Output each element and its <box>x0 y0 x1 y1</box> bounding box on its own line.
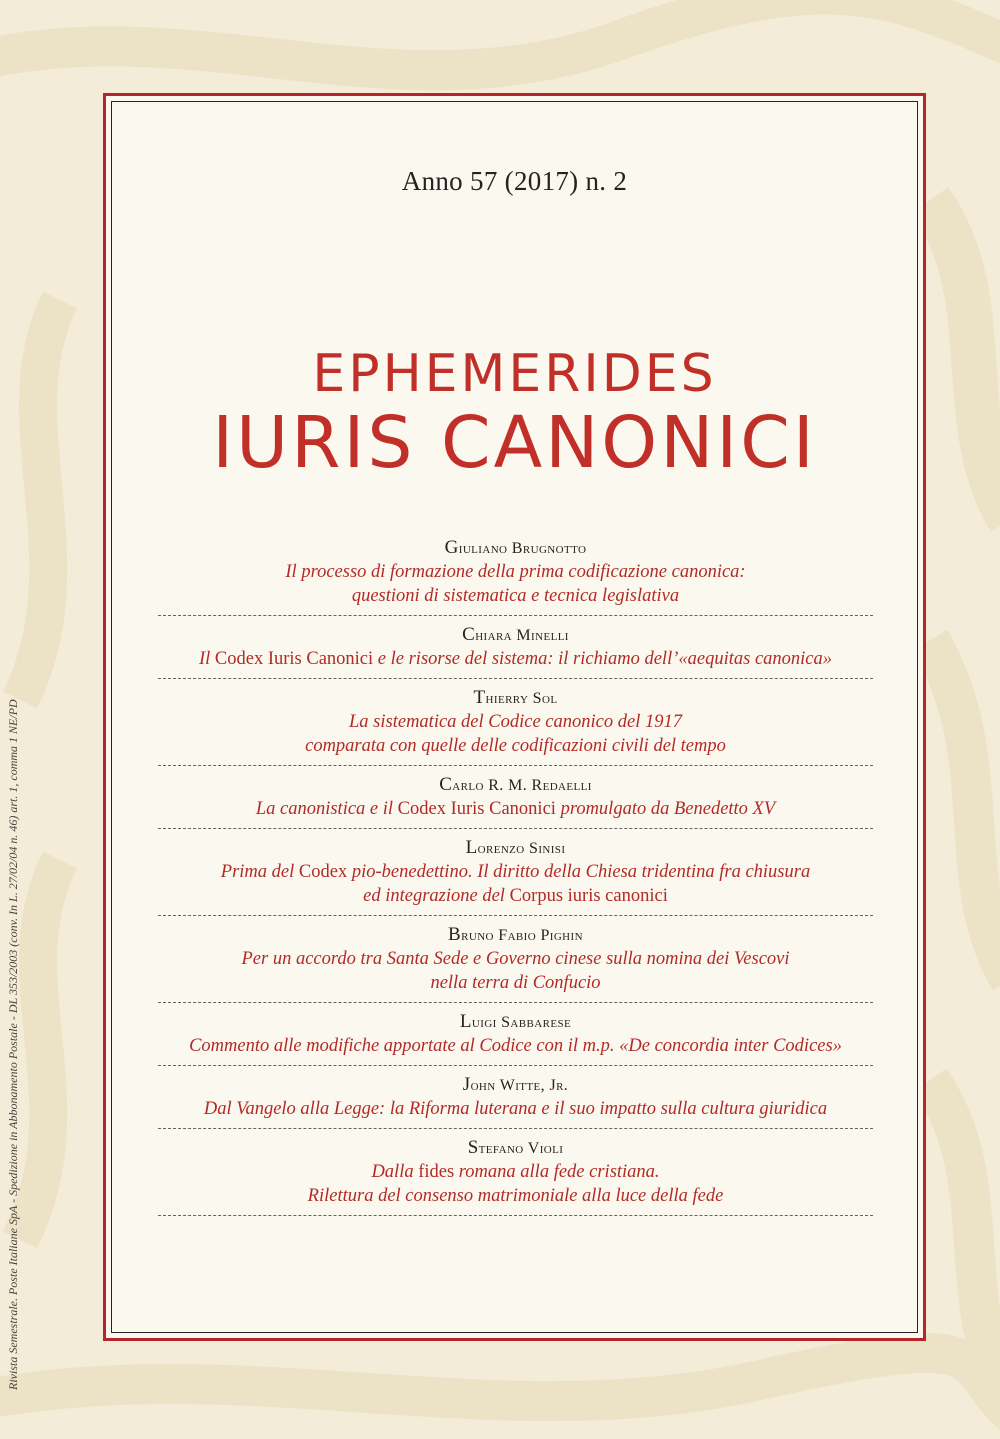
toc-author: Luigi Sabbarese <box>459 1011 572 1032</box>
toc-article-title-line <box>158 884 873 908</box>
article-title-fragment: fides <box>418 1162 455 1182</box>
toc-author: Chiara Minelli <box>462 624 569 645</box>
article-title-fragment: La sistematica del Codice canonico del 1917 <box>349 712 682 732</box>
article-title-fragment: Il processo di formazione della prima codificazione canonica: <box>285 562 746 582</box>
article-title-fragment: comparata con quelle delle codificazioni civili del tempo <box>305 736 726 756</box>
toc-entry <box>158 771 873 829</box>
issue-number: Anno 57 (2017) n. 2 <box>401 166 628 196</box>
toc-entry <box>158 1134 873 1216</box>
toc-entry <box>158 621 873 679</box>
article-title-fragment: ed integrazione del <box>363 886 510 906</box>
cover-panel <box>103 93 926 1341</box>
article-title-fragment: Codex Iuris Canonici <box>397 799 556 819</box>
article-title-fragment: La canonistica e il <box>255 799 398 819</box>
article-title-fragment: Il <box>198 649 215 669</box>
toc-entry <box>158 834 873 916</box>
article-title-fragment: Dalla <box>371 1162 419 1182</box>
toc-author: John Witte, Jr. <box>462 1074 569 1095</box>
article-title-fragment: Rilettura del consenso matrimoniale alla luce della fede <box>307 1186 724 1206</box>
article-title-fragment: promulgato da Benedetto XV <box>555 799 776 819</box>
toc-author: Giuliano Brugnotto <box>444 537 587 558</box>
toc-article-title-line <box>158 1184 873 1208</box>
toc-article-title-line <box>158 647 873 671</box>
toc-article-title-line <box>158 860 873 884</box>
toc-entry <box>158 1071 873 1129</box>
journal-title-line2: IURIS CANONICI <box>212 401 817 484</box>
postal-notice: Rivista Semestrale. Poste Italiane SpA - Spedizione in Abbonamento Postale - DL 353/2003 (conv. In L. 27/02/04 n. 46) art. 1, comma 1 NE/PD <box>6 699 20 1390</box>
toc-article-title-line <box>158 797 873 821</box>
article-title-fragment: Commento alle modifiche apportate al Codice con il m.p. «De concordia inter Codices» <box>189 1036 842 1056</box>
toc-article-title-line <box>158 710 873 734</box>
toc-entry <box>158 1008 873 1066</box>
article-title-fragment: nella terra di Confucio <box>430 973 601 993</box>
toc-author: Carlo R. M. Redaelli <box>439 774 592 795</box>
article-title-fragment: Prima del <box>220 862 299 882</box>
toc-article-title-line <box>158 560 873 584</box>
toc-article-title-line <box>158 947 873 971</box>
toc-article-title-line <box>158 1097 873 1121</box>
toc-article-title-line <box>158 1160 873 1184</box>
article-title-fragment: Codex <box>298 862 348 882</box>
table-of-contents <box>158 534 873 1221</box>
toc-article-title-line <box>158 734 873 758</box>
toc-entry <box>158 684 873 766</box>
article-title-fragment: Corpus iuris canonici <box>509 886 668 906</box>
article-title-fragment: e le risorse del sistema: il richiamo dell’«aequitas canonica» <box>373 649 833 669</box>
toc-entry <box>158 534 873 616</box>
toc-author: Lorenzo Sinisi <box>465 837 566 858</box>
toc-author: Thierry Sol <box>473 687 558 708</box>
toc-article-title-line <box>158 584 873 608</box>
toc-author: Stefano Violi <box>467 1137 564 1158</box>
article-title-fragment: questioni di sistematica e tecnica legislativa <box>351 586 680 606</box>
toc-entry <box>158 921 873 1003</box>
article-title-fragment: pio-benedettino. Il diritto della Chiesa tridentina fra chiusura <box>347 862 811 882</box>
article-title-fragment: Codex Iuris Canonici <box>214 649 374 669</box>
journal-title-line1: EPHEMERIDES <box>312 344 717 404</box>
toc-article-title-line <box>158 1034 873 1058</box>
toc-author: Bruno Fabio Pighin <box>448 924 583 945</box>
toc-article-title-line <box>158 971 873 995</box>
article-title-fragment: Dal Vangelo alla Legge: la Riforma luterana e il suo impatto sulla cultura giuridica <box>203 1099 828 1119</box>
article-title-fragment: Per un accordo tra Santa Sede e Governo cinese sulla nomina dei Vescovi <box>241 949 790 969</box>
article-title-fragment: romana alla fede cristiana. <box>454 1162 660 1182</box>
